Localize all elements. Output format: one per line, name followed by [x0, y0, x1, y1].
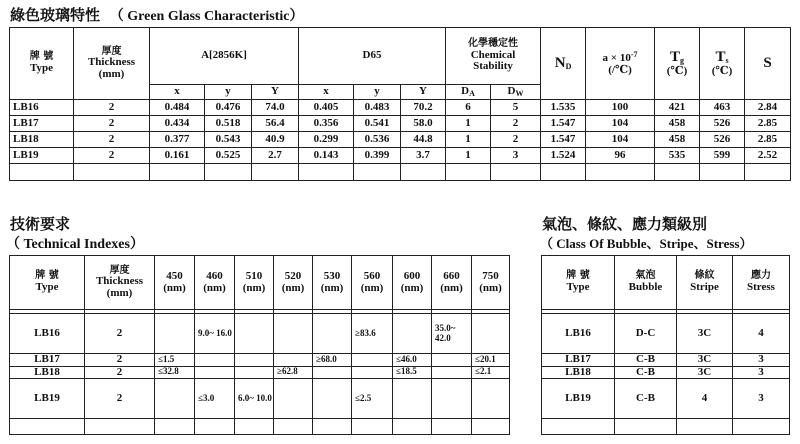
- tech-thick-cn: 厚度: [109, 264, 130, 276]
- da-header: [446, 85, 491, 100]
- bubble-header: [615, 256, 677, 310]
- cell-dw: 3: [491, 148, 541, 164]
- wl-header-5: [352, 256, 393, 310]
- cell-aY: 56.4: [252, 116, 299, 132]
- cell-type: LB19: [10, 148, 74, 164]
- cell-stripe: 3C: [677, 366, 733, 379]
- wl-5: 560: [363, 269, 381, 282]
- wl-header-0: [155, 256, 195, 310]
- cell-transmittance-560: ≥83.6: [352, 314, 393, 354]
- cell-type: LB19: [542, 379, 615, 419]
- wl-6: 600: [403, 269, 421, 282]
- cell-tg: 458: [655, 116, 700, 132]
- d65-header: D65: [299, 28, 446, 85]
- cell-alpha: 104: [586, 132, 655, 148]
- cell-bubble: C-B: [615, 354, 677, 367]
- cell-da: 6: [446, 100, 491, 116]
- cell-s: 2.84: [745, 100, 791, 116]
- cell-transmittance-460: [195, 366, 235, 379]
- table-row: [10, 354, 510, 367]
- cell-stripe: 3C: [677, 354, 733, 367]
- table-row: [10, 132, 791, 148]
- cell-tg: 458: [655, 132, 700, 148]
- cell-dY: 70.2: [401, 100, 446, 116]
- cell-aY: 2.7: [252, 148, 299, 164]
- cell-transmittance-450: [155, 379, 195, 419]
- stripe-header: [677, 256, 733, 310]
- class-table: [541, 255, 790, 435]
- table-row: [10, 116, 791, 132]
- cell-type: LB18: [542, 366, 615, 379]
- wl-7: 660: [443, 269, 460, 282]
- cell-transmittance-520: [274, 314, 313, 354]
- cell-transmittance-660: 35.0~ 42.0: [432, 314, 472, 354]
- cell-dw: 2: [491, 116, 541, 132]
- cell-transmittance-510: [235, 354, 274, 367]
- cell-transmittance-660: [432, 354, 472, 367]
- cell-transmittance-560: ≤2.5: [352, 379, 393, 419]
- cell-stress: 4: [733, 314, 790, 354]
- cell-alpha: 100: [586, 100, 655, 116]
- stripe-cn: 條紋: [694, 270, 715, 282]
- cell-transmittance-520: [274, 354, 313, 367]
- cell-alpha: 96: [586, 148, 655, 164]
- d-Y-header: Y: [401, 85, 446, 100]
- wl-8: 750: [482, 269, 499, 282]
- tech-type-header: [10, 256, 85, 310]
- cell-transmittance-510: [235, 366, 274, 379]
- cell-nd: 1.547: [541, 116, 586, 132]
- wl-2: 510: [245, 269, 263, 282]
- cell-transmittance-530: [313, 379, 352, 419]
- nm-2: (nm): [242, 281, 266, 294]
- a-x-header: x: [150, 85, 205, 100]
- cell-transmittance-600: [393, 314, 432, 354]
- da-main: D: [461, 84, 470, 97]
- cell-stripe: 3C: [677, 314, 733, 354]
- cell-type: LB17: [10, 354, 85, 367]
- cell-ax: 0.434: [150, 116, 205, 132]
- technical-title-en: （ Technical Indexes）: [6, 237, 144, 252]
- tech-type-en: Type: [35, 280, 59, 293]
- tg-main: T: [670, 48, 681, 65]
- green-glass-title-cn: 綠色玻璃特性: [10, 6, 101, 24]
- dw-sub: W: [515, 88, 524, 98]
- tech-thick-unit: (mm): [106, 286, 133, 299]
- table-row: [10, 366, 510, 379]
- wl-header-2: [235, 256, 274, 310]
- nm-5: (nm): [360, 281, 384, 294]
- alpha-main: a × 10: [602, 51, 631, 64]
- cell-transmittance-450: ≤32.8: [155, 366, 195, 379]
- cell-bubble: C-B: [615, 379, 677, 419]
- tech-header-row: [10, 256, 510, 310]
- cell-thickness: 2: [85, 366, 155, 379]
- cell-s: 2.52: [745, 148, 791, 164]
- table-row: [542, 354, 790, 367]
- cell-dx: 0.299: [299, 132, 354, 148]
- wl-header-1: [195, 256, 235, 310]
- cell-nd: 1.547: [541, 132, 586, 148]
- wl-header-6: [393, 256, 432, 310]
- wl-header-8: [472, 256, 510, 310]
- cell-type: LB17: [10, 116, 74, 132]
- cell-type: LB16: [542, 314, 615, 354]
- cell-ts: 526: [700, 132, 745, 148]
- technical-table: [9, 255, 510, 435]
- cell-ts: 599: [700, 148, 745, 164]
- cell-transmittance-660: [432, 366, 472, 379]
- class-title-cn-wrap: [542, 213, 707, 234]
- wl-1: 460: [206, 269, 223, 282]
- nm-3: (nm): [281, 281, 305, 294]
- cell-transmittance-460: [195, 354, 235, 367]
- thickness-header-cn: 厚度: [101, 45, 122, 57]
- cell-transmittance-600: [393, 379, 432, 419]
- cell-bubble: D-C: [615, 314, 677, 354]
- cell-transmittance-460: 9.0~ 16.0: [195, 314, 235, 354]
- cell-transmittance-750: [472, 379, 510, 419]
- cell-thickness: 2: [85, 354, 155, 367]
- thickness-header-en: Thickness: [87, 56, 136, 69]
- stripe-en: Stripe: [690, 280, 719, 293]
- cell-nd: 1.535: [541, 100, 586, 116]
- cell-s: 2.85: [745, 116, 791, 132]
- nm-8: (nm): [479, 281, 502, 294]
- cell-stress: 3: [733, 354, 790, 367]
- tg-header: [655, 28, 700, 100]
- thickness-header: [74, 28, 150, 100]
- ts-main: T: [715, 48, 726, 65]
- alpha-sup: -7: [630, 49, 638, 59]
- type-header: [10, 28, 74, 100]
- cell-nd: 1.524: [541, 148, 586, 164]
- cell-transmittance-520: ≥62.8: [274, 366, 313, 379]
- wl-header-4: [313, 256, 352, 310]
- cell-dw: 5: [491, 100, 541, 116]
- class-empty-row: [542, 419, 790, 435]
- cell-ay: 0.518: [205, 116, 252, 132]
- cell-dx: 0.405: [299, 100, 354, 116]
- class-title-en-wrap: [540, 233, 752, 252]
- cell-type: LB16: [10, 100, 74, 116]
- cell-t: 2: [74, 116, 150, 132]
- a2856k-header: A[2856K]: [150, 28, 299, 85]
- stress-cn: 應力: [751, 270, 771, 282]
- cell-t: 2: [74, 148, 150, 164]
- cell-tg: 421: [655, 100, 700, 116]
- cell-da: 1: [446, 132, 491, 148]
- cell-transmittance-460: ≤3.0: [195, 379, 235, 419]
- cell-dx: 0.143: [299, 148, 354, 164]
- green-glass-title: [10, 4, 304, 25]
- dw-header: [491, 85, 541, 100]
- nd-sub: D: [565, 61, 572, 71]
- header-row: [10, 28, 791, 85]
- cell-dy: 0.399: [354, 148, 401, 164]
- table-row: [10, 100, 791, 116]
- nm-1: (nm): [203, 281, 226, 294]
- stress-en: Stress: [747, 280, 775, 293]
- alpha-header: [586, 28, 655, 100]
- cell-transmittance-450: [155, 314, 195, 354]
- d-y-header: y: [354, 85, 401, 100]
- bubble-en: Bubble: [628, 280, 663, 293]
- chem-header-en1: Chemical: [470, 48, 516, 61]
- cell-ax: 0.484: [150, 100, 205, 116]
- cell-transmittance-560: [352, 354, 393, 367]
- cell-s: 2.85: [745, 132, 791, 148]
- wl-0: 450: [166, 269, 183, 282]
- empty-row: [10, 164, 791, 181]
- nm-0: (nm): [163, 281, 186, 294]
- cell-transmittance-530: [313, 314, 352, 354]
- cell-ax: 0.161: [150, 148, 205, 164]
- cell-transmittance-750: [472, 314, 510, 354]
- cell-transmittance-600: ≤46.0: [393, 354, 432, 367]
- chemical-stability-header: [446, 28, 541, 85]
- wl-header-7: [432, 256, 472, 310]
- type-header-cn: 牌 號: [29, 51, 54, 63]
- cell-ts: 463: [700, 100, 745, 116]
- cell-transmittance-450: ≤1.5: [155, 354, 195, 367]
- cell-transmittance-660: [432, 379, 472, 419]
- cell-transmittance-510: 6.0~ 10.0: [235, 379, 274, 419]
- cell-transmittance-750: ≤20.1: [472, 354, 510, 367]
- s-header: S: [745, 28, 791, 100]
- cell-da: 1: [446, 148, 491, 164]
- table-row: [10, 379, 510, 419]
- chem-header-cn: 化學穩定性: [468, 38, 519, 50]
- type-header-en: Type: [29, 61, 54, 74]
- cell-aY: 40.9: [252, 132, 299, 148]
- cell-dY: 3.7: [401, 148, 446, 164]
- ts-header: [700, 28, 745, 100]
- nd-header: [541, 28, 586, 100]
- cell-ay: 0.525: [205, 148, 252, 164]
- class-title-cn: 氣泡、條紋、應力類級別: [542, 215, 708, 233]
- cell-type: LB18: [10, 132, 74, 148]
- class-type-cn: 牌 號: [566, 270, 590, 282]
- cell-dY: 58.0: [401, 116, 446, 132]
- cell-ay: 0.543: [205, 132, 252, 148]
- cell-transmittance-600: ≤18.5: [393, 366, 432, 379]
- cell-da: 1: [446, 116, 491, 132]
- tech-thick-en: Thickness: [95, 275, 144, 288]
- cell-dy: 0.536: [354, 132, 401, 148]
- stress-header: [733, 256, 790, 310]
- cell-transmittance-560: [352, 366, 393, 379]
- cell-dw: 2: [491, 132, 541, 148]
- wl-header-3: [274, 256, 313, 310]
- cell-dy: 0.483: [354, 100, 401, 116]
- cell-ax: 0.377: [150, 132, 205, 148]
- cell-dY: 44.8: [401, 132, 446, 148]
- cell-transmittance-510: [235, 314, 274, 354]
- tg-unit: (℃): [666, 64, 688, 77]
- wl-3: 520: [284, 269, 302, 282]
- cell-thickness: 2: [85, 314, 155, 354]
- cell-ay: 0.476: [205, 100, 252, 116]
- cell-alpha: 104: [586, 116, 655, 132]
- a-y-header: y: [205, 85, 252, 100]
- technical-title-cn-wrap: [10, 213, 70, 234]
- class-header-row: [542, 256, 790, 310]
- ts-sub: s: [725, 55, 729, 65]
- tg-sub: g: [680, 55, 685, 65]
- nm-6: (nm): [400, 281, 424, 294]
- alpha-unit: (/℃): [608, 63, 632, 76]
- cell-t: 2: [74, 100, 150, 116]
- dw-main: D: [507, 84, 516, 97]
- cell-transmittance-530: ≥68.0: [313, 354, 352, 367]
- table-row: [10, 148, 791, 164]
- table-row: [542, 366, 790, 379]
- nm-4: (nm): [320, 281, 344, 294]
- cell-dy: 0.541: [354, 116, 401, 132]
- table-row: [10, 314, 510, 354]
- da-sub: A: [469, 88, 475, 98]
- tech-thickness-header: [85, 256, 155, 310]
- wl-4: 530: [323, 269, 341, 282]
- cell-ts: 526: [700, 116, 745, 132]
- cell-t: 2: [74, 132, 150, 148]
- d-x-header: x: [299, 85, 354, 100]
- cell-bubble: C-B: [615, 366, 677, 379]
- cell-type: LB16: [10, 314, 85, 354]
- cell-transmittance-530: [313, 366, 352, 379]
- chem-header-en2: Stability: [473, 60, 513, 73]
- bubble-cn: 氣泡: [635, 270, 656, 282]
- class-type-header: [542, 256, 615, 310]
- cell-thickness: 2: [85, 379, 155, 419]
- green-glass-table: [9, 27, 791, 181]
- class-type-en: Type: [566, 280, 590, 293]
- tech-empty-row: [10, 419, 510, 435]
- table-row: [542, 379, 790, 419]
- cell-stress: 3: [733, 379, 790, 419]
- cell-type: LB17: [542, 354, 615, 367]
- thickness-header-unit: (mm): [98, 67, 125, 80]
- cell-transmittance-750: ≤2.1: [472, 366, 510, 379]
- table-row: [542, 314, 790, 354]
- tech-type-cn: 牌 號: [35, 270, 59, 282]
- class-title-en: （ Class Of Bubble、Stripe、Stress）: [540, 236, 753, 251]
- ts-unit: (℃): [711, 64, 733, 77]
- cell-transmittance-520: [274, 379, 313, 419]
- cell-stress: 3: [733, 366, 790, 379]
- technical-title-cn: 技術要求: [10, 215, 71, 233]
- cell-stripe: 4: [677, 379, 733, 419]
- technical-title-en-wrap: [6, 233, 144, 253]
- cell-dx: 0.356: [299, 116, 354, 132]
- nm-7: (nm): [440, 281, 463, 294]
- nd-main: N: [554, 54, 566, 71]
- cell-tg: 535: [655, 148, 700, 164]
- cell-aY: 74.0: [252, 100, 299, 116]
- green-glass-title-en: （ Green Glass Characteristic）: [109, 9, 304, 24]
- cell-type: LB18: [10, 366, 85, 379]
- cell-type: LB19: [10, 379, 85, 419]
- a-Y-header: Y: [252, 85, 299, 100]
